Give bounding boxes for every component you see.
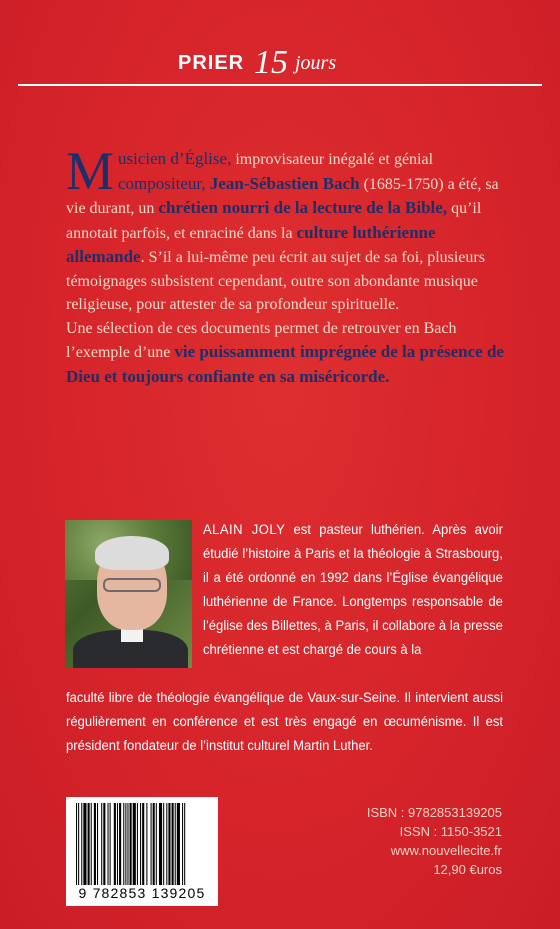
barcode-bar [137,803,138,885]
description-run: vie puissamment imprégnée de la présence de Dieu et toujours confiante en sa miséricorde. [66,342,504,386]
barcode-bar [172,803,174,885]
description-run: Jean-Sébastien Bach [209,173,360,193]
description-run: compositeur, [118,173,210,193]
author-photo [65,520,192,668]
barcode-bar [110,803,111,885]
barcode-bar [175,803,176,885]
barcode-digits: 9 782853 139205 [78,885,206,901]
author-bio-text-1: est pasteur luthérien. Après avoir étudié l’histoire à Paris et la théologie à Strasbourg, il a été ordonné en 1992 dans l’Église évangélique luthérienne de France. Longtemps responsable de l’église des Billettes, à Paris, il collabore à la presse chrétienne et est chargé de cours à la [203,522,503,658]
barcode-bar [94,803,96,885]
description-paragraph-1 [66,141,499,313]
issn: ISSN : 1150-3521 [399,824,502,839]
barcode-bar [177,803,180,885]
barcode-bar [182,803,183,885]
barcode-bar [123,803,124,885]
barcode-bar [78,803,79,885]
barcode-bar [151,803,152,885]
isbn: ISBN : 9782853139205 [366,805,502,820]
description-run: (1685-1750) a été, sa vie durant, un [66,175,499,217]
author-bio-continued [66,686,503,758]
barcode-bar [166,803,167,885]
barcode-bar [119,803,121,885]
barcode-bar [156,803,157,885]
author-bio [203,518,503,662]
description-run: Une sélection de ces documents permet de retrouver en Bach l’exemple d’une [66,319,457,361]
barcode-bar [97,803,98,885]
barcode-bar [133,803,136,885]
barcode-bar [83,803,86,885]
header-rule [18,84,542,86]
barcode-bar [184,803,185,885]
publication-info [367,803,502,879]
barcode-bar [101,803,102,885]
series-word: PRIER [178,52,245,74]
author-name: ALAIN JOLY [203,522,286,538]
barcode-bar [91,803,92,885]
barcode-bar [81,803,82,885]
barcode-bar [140,803,141,885]
barcode-bar [108,803,109,885]
description-run: qu’il annotait parfois, et enraciné dans la [66,200,482,242]
barcode-bar [168,803,170,885]
barcode-bar [76,803,77,885]
barcode [66,797,218,906]
barcode-bar [153,803,155,885]
barcode-bar [88,803,90,885]
series-logo [178,44,388,84]
description-run: . S’il a lui-même peu écrit au sujet de sa foi, plusieurs témoignages subsistent cependant, outre son abondante musique religieuse, pour attester de sa profondeur spirituelle. [66,249,485,313]
barcode-bars [76,803,212,885]
barcode-bar [117,803,118,885]
description-run: improvisateur inégalé et génial [231,151,434,168]
drop-cap: M [66,141,115,201]
price: 12,90 €uros [433,862,502,877]
website-link[interactable]: www.nouvellecite.fr [390,843,502,858]
barcode-bar [130,803,132,885]
barcode-bar [103,803,105,885]
barcode-bar [146,803,147,885]
barcode-bar [142,803,144,885]
barcode-bar [125,803,126,885]
author-bio-text-2: faculté libre de théologie évangélique de Vaux-sur-Seine. Il intervient aussi régulièrement en conférence et est très engagé en œcuménisme. Il est président fondateur de l’institut culturel Martin Luther. [66,690,503,754]
barcode-bar [127,803,128,885]
book-description [66,141,506,389]
series-unit: jours [295,52,337,74]
description-run: culture luthérienne allemande [66,222,436,266]
barcode-bar [114,803,116,885]
barcode-bar [163,803,164,885]
barcode-bar [159,803,162,885]
description-paragraph-2 [66,317,506,390]
series-number: 15 [254,44,288,81]
description-run: chrétien nourri de la lecture de la Bible, [158,198,448,217]
description-run: usicien d’Église, [118,149,232,168]
